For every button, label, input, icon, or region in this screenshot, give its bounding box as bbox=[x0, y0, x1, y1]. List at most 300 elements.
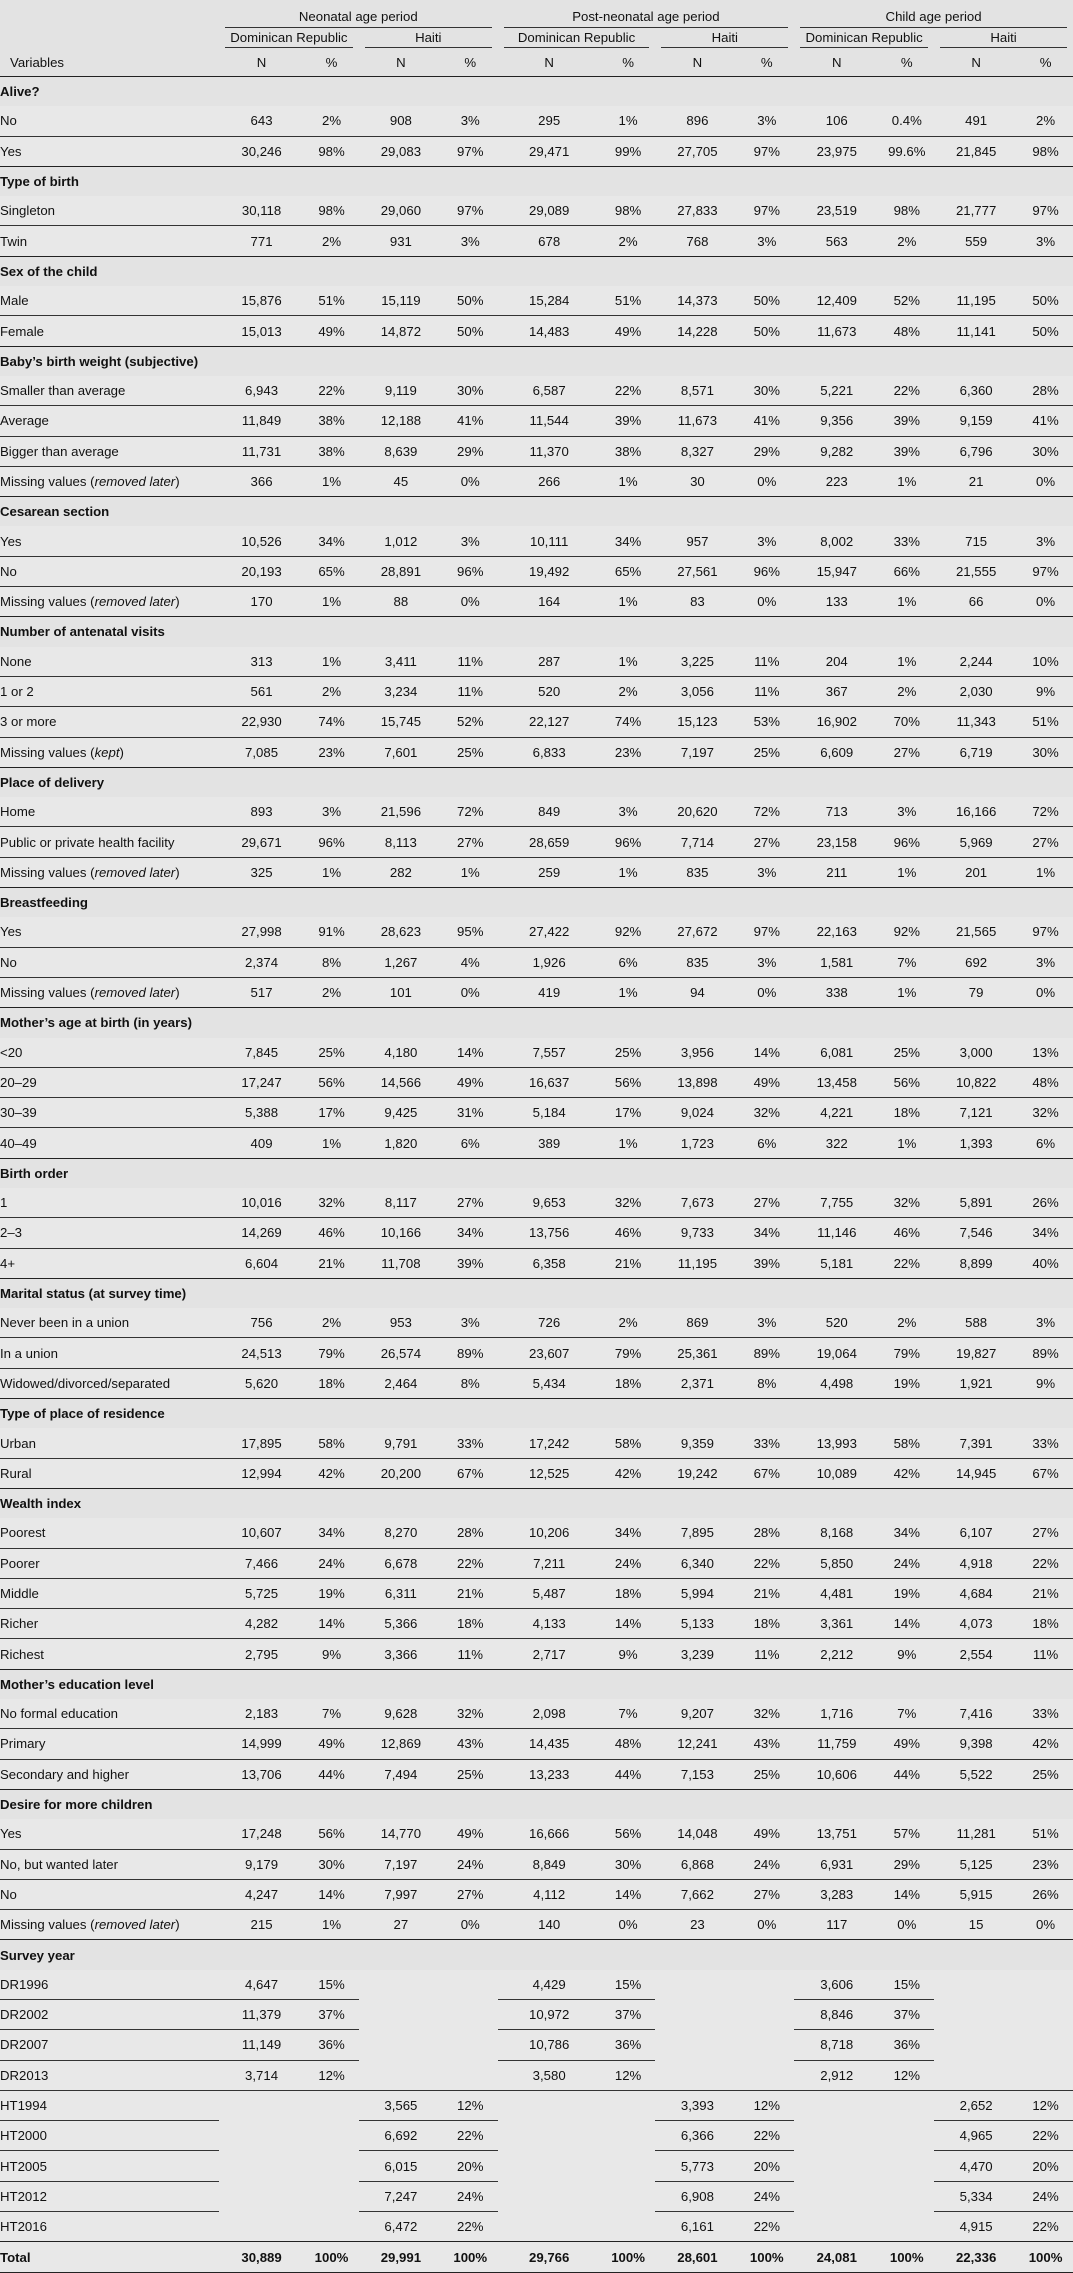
percent-cell: 38% bbox=[304, 406, 359, 436]
count-cell: 409 bbox=[219, 1128, 304, 1158]
count-cell: 282 bbox=[359, 857, 443, 887]
count-cell: 14,999 bbox=[219, 1729, 304, 1759]
count-cell: 7,416 bbox=[934, 1699, 1018, 1729]
count-cell: 4,498 bbox=[794, 1368, 879, 1398]
row-label-text: Rural bbox=[0, 1465, 32, 1481]
percent-cell bbox=[443, 2000, 498, 2030]
percent-cell: 11% bbox=[739, 647, 794, 677]
percent-cell: 2% bbox=[879, 676, 934, 706]
percent-cell: 9% bbox=[304, 1639, 359, 1669]
percent-cell: 34% bbox=[304, 526, 359, 556]
percent-cell: 97% bbox=[739, 196, 794, 226]
percent-cell bbox=[304, 2090, 359, 2120]
total-count-cell: 22,336 bbox=[934, 2242, 1018, 2272]
percent-cell: 36% bbox=[601, 2030, 656, 2060]
section-header-row bbox=[0, 1399, 1073, 1429]
count-cell: 1,820 bbox=[359, 1128, 443, 1158]
section-title: Number of antenatal visits bbox=[0, 617, 1073, 647]
table-row bbox=[0, 1609, 1073, 1639]
percent-cell: 17% bbox=[601, 1098, 656, 1128]
row-label bbox=[0, 2030, 219, 2060]
table-row bbox=[0, 676, 1073, 706]
count-cell: 4,180 bbox=[359, 1038, 443, 1068]
count-cell: 3,239 bbox=[655, 1639, 739, 1669]
percent-cell bbox=[739, 2060, 794, 2090]
percent-cell: 0% bbox=[1018, 977, 1073, 1007]
count-cell bbox=[498, 2090, 601, 2120]
count-cell: 295 bbox=[498, 106, 601, 136]
row-label-note: removed later bbox=[94, 864, 176, 880]
table-row bbox=[0, 2000, 1073, 2030]
count-cell: 11,141 bbox=[934, 316, 1018, 346]
count-cell: 287 bbox=[498, 647, 601, 677]
pct-column-header: % bbox=[601, 48, 656, 77]
percent-cell: 11% bbox=[739, 676, 794, 706]
row-label bbox=[0, 1128, 219, 1158]
percent-cell: 26% bbox=[1018, 1188, 1073, 1218]
count-cell: 164 bbox=[498, 587, 601, 617]
count-cell: 4,429 bbox=[498, 1970, 601, 2000]
count-cell: 29,060 bbox=[359, 196, 443, 226]
period-header-underline: Child age period bbox=[800, 9, 1067, 28]
row-label-text: 2–3 bbox=[0, 1225, 23, 1241]
count-cell: 11,379 bbox=[219, 2000, 304, 2030]
table-row bbox=[0, 136, 1073, 166]
percent-cell: 1% bbox=[443, 857, 498, 887]
percent-cell: 12% bbox=[601, 2060, 656, 2090]
count-cell: 7,494 bbox=[359, 1759, 443, 1789]
percent-cell bbox=[1018, 2030, 1073, 2060]
percent-cell: 79% bbox=[879, 1338, 934, 1368]
percent-cell: 0% bbox=[443, 587, 498, 617]
percent-cell bbox=[1018, 2060, 1073, 2090]
table-row bbox=[0, 857, 1073, 887]
percent-cell: 1% bbox=[601, 977, 656, 1007]
percent-cell: 27% bbox=[739, 827, 794, 857]
count-cell: 2,098 bbox=[498, 1699, 601, 1729]
percent-cell: 3% bbox=[1018, 226, 1073, 256]
percent-cell: 56% bbox=[879, 1067, 934, 1097]
table-row bbox=[0, 2121, 1073, 2151]
percent-cell: 72% bbox=[1018, 797, 1073, 827]
percent-cell: 4% bbox=[443, 947, 498, 977]
count-cell: 20,200 bbox=[359, 1458, 443, 1488]
percent-cell bbox=[879, 2151, 934, 2181]
count-cell: 11,281 bbox=[934, 1819, 1018, 1849]
count-cell: 768 bbox=[655, 226, 739, 256]
percent-cell: 49% bbox=[304, 316, 359, 346]
count-cell: 4,073 bbox=[934, 1609, 1018, 1639]
count-cell bbox=[359, 1970, 443, 2000]
count-cell: 29,089 bbox=[498, 196, 601, 226]
count-cell: 692 bbox=[934, 947, 1018, 977]
percent-cell: 72% bbox=[739, 797, 794, 827]
country-header bbox=[498, 28, 656, 48]
count-cell: 313 bbox=[219, 647, 304, 677]
period-header bbox=[794, 0, 1073, 28]
count-cell: 20,620 bbox=[655, 797, 739, 827]
percent-cell bbox=[443, 1970, 498, 2000]
total-percent-cell: 100% bbox=[601, 2242, 656, 2272]
count-cell: 1,393 bbox=[934, 1128, 1018, 1158]
table-row bbox=[0, 1128, 1073, 1158]
row-label bbox=[0, 707, 219, 737]
count-cell: 4,133 bbox=[498, 1609, 601, 1639]
percent-cell: 1% bbox=[1018, 857, 1073, 887]
count-cell bbox=[359, 2060, 443, 2090]
row-label bbox=[0, 1970, 219, 2000]
count-cell: 7,662 bbox=[655, 1879, 739, 1909]
count-cell: 10,972 bbox=[498, 2000, 601, 2030]
percent-cell: 0% bbox=[739, 466, 794, 496]
section-header-row bbox=[0, 1008, 1073, 1038]
count-cell bbox=[219, 2181, 304, 2211]
count-cell: 21 bbox=[934, 466, 1018, 496]
percent-cell: 74% bbox=[304, 707, 359, 737]
count-cell: 94 bbox=[655, 977, 739, 1007]
count-cell: 22,127 bbox=[498, 707, 601, 737]
percent-cell: 14% bbox=[879, 1609, 934, 1639]
row-label-text: DR1996 bbox=[0, 1976, 49, 1992]
count-cell: 211 bbox=[794, 857, 879, 887]
percent-cell: 20% bbox=[739, 2151, 794, 2181]
count-cell: 7,895 bbox=[655, 1518, 739, 1548]
count-cell: 2,717 bbox=[498, 1639, 601, 1669]
section-title: Cesarean section bbox=[0, 497, 1073, 527]
count-cell: 9,282 bbox=[794, 436, 879, 466]
percent-cell: 15% bbox=[304, 1970, 359, 2000]
count-cell bbox=[794, 2151, 879, 2181]
count-cell: 16,902 bbox=[794, 707, 879, 737]
count-cell: 9,733 bbox=[655, 1218, 739, 1248]
row-label-text: Missing values bbox=[0, 985, 87, 1001]
count-cell: 117 bbox=[794, 1910, 879, 1940]
percent-cell: 1% bbox=[601, 466, 656, 496]
percent-cell: 22% bbox=[739, 2212, 794, 2242]
count-cell: 21,596 bbox=[359, 797, 443, 827]
count-cell: 8,113 bbox=[359, 827, 443, 857]
count-cell: 7,153 bbox=[655, 1759, 739, 1789]
row-label-text: Singleton bbox=[0, 203, 55, 219]
percent-cell: 67% bbox=[443, 1458, 498, 1488]
row-label-text: 3 or more bbox=[0, 714, 57, 730]
count-cell: 520 bbox=[498, 676, 601, 706]
count-cell: 4,247 bbox=[219, 1879, 304, 1909]
count-cell: 15 bbox=[934, 1910, 1018, 1940]
count-cell: 204 bbox=[794, 647, 879, 677]
count-cell: 2,795 bbox=[219, 1639, 304, 1669]
percent-cell: 3% bbox=[1018, 1308, 1073, 1338]
count-cell: 23,975 bbox=[794, 136, 879, 166]
row-label bbox=[0, 2151, 219, 2181]
row-label-text: No bbox=[0, 1886, 17, 1902]
table-row bbox=[0, 1639, 1073, 1669]
count-cell: 3,580 bbox=[498, 2060, 601, 2090]
percent-cell: 1% bbox=[879, 857, 934, 887]
count-cell: 5,181 bbox=[794, 1248, 879, 1278]
count-cell: 19,064 bbox=[794, 1338, 879, 1368]
percent-cell: 15% bbox=[879, 1970, 934, 2000]
count-cell: 5,891 bbox=[934, 1188, 1018, 1218]
count-cell bbox=[359, 2000, 443, 2030]
percent-cell: 97% bbox=[1018, 556, 1073, 586]
total-row bbox=[0, 2242, 1073, 2272]
count-cell: 101 bbox=[359, 977, 443, 1007]
count-cell: 14,048 bbox=[655, 1819, 739, 1849]
percent-cell bbox=[1018, 1970, 1073, 2000]
row-label bbox=[0, 1188, 219, 1218]
count-cell: 13,233 bbox=[498, 1759, 601, 1789]
percent-cell bbox=[739, 1970, 794, 2000]
percent-cell bbox=[601, 2090, 656, 2120]
count-cell: 419 bbox=[498, 977, 601, 1007]
percent-cell: 2% bbox=[304, 106, 359, 136]
percent-cell: 25% bbox=[1018, 1759, 1073, 1789]
percent-cell: 0% bbox=[739, 587, 794, 617]
count-cell: 7,197 bbox=[359, 1849, 443, 1879]
count-cell: 45 bbox=[359, 466, 443, 496]
table-row bbox=[0, 1819, 1073, 1849]
percent-cell: 40% bbox=[1018, 1248, 1073, 1278]
row-label bbox=[0, 647, 219, 677]
count-cell: 9,628 bbox=[359, 1699, 443, 1729]
percent-cell: 7% bbox=[601, 1699, 656, 1729]
table-row bbox=[0, 2090, 1073, 2120]
percent-cell: 89% bbox=[1018, 1338, 1073, 1368]
count-cell: 2,183 bbox=[219, 1699, 304, 1729]
count-cell bbox=[498, 2181, 601, 2211]
percent-cell: 41% bbox=[443, 406, 498, 436]
table-row bbox=[0, 797, 1073, 827]
count-cell: 2,464 bbox=[359, 1368, 443, 1398]
section-title: Wealth index bbox=[0, 1488, 1073, 1518]
section-header-row bbox=[0, 617, 1073, 647]
count-cell bbox=[498, 2121, 601, 2151]
section-title: Desire for more children bbox=[0, 1789, 1073, 1819]
percent-cell: 27% bbox=[879, 737, 934, 767]
row-label bbox=[0, 406, 219, 436]
count-cell: 6,943 bbox=[219, 376, 304, 406]
count-cell: 13,706 bbox=[219, 1759, 304, 1789]
percent-cell: 11% bbox=[443, 647, 498, 677]
percent-cell: 8% bbox=[739, 1368, 794, 1398]
country-header-label: Dominican Republic bbox=[225, 28, 353, 48]
percent-cell: 17% bbox=[304, 1098, 359, 1128]
percent-cell: 27% bbox=[443, 827, 498, 857]
row-label bbox=[0, 797, 219, 827]
percent-cell: 42% bbox=[879, 1458, 934, 1488]
count-cell: 9,398 bbox=[934, 1729, 1018, 1759]
count-cell: 4,915 bbox=[934, 2212, 1018, 2242]
count-cell bbox=[219, 2090, 304, 2120]
percent-cell: 1% bbox=[304, 1910, 359, 1940]
count-cell: 678 bbox=[498, 226, 601, 256]
percent-cell: 39% bbox=[879, 436, 934, 466]
row-label-text: Poorest bbox=[0, 1525, 46, 1541]
count-cell: 10,606 bbox=[794, 1759, 879, 1789]
count-cell: 1,012 bbox=[359, 526, 443, 556]
country-header bbox=[794, 28, 934, 48]
percent-cell: 23% bbox=[601, 737, 656, 767]
row-label bbox=[0, 1578, 219, 1608]
count-cell: 12,241 bbox=[655, 1729, 739, 1759]
n-column-header: N bbox=[498, 48, 601, 77]
percent-cell bbox=[601, 2181, 656, 2211]
percent-cell: 50% bbox=[1018, 316, 1073, 346]
table-row bbox=[0, 196, 1073, 226]
row-label bbox=[0, 2212, 219, 2242]
table-row bbox=[0, 2151, 1073, 2181]
percent-cell: 25% bbox=[601, 1038, 656, 1068]
percent-cell bbox=[739, 2000, 794, 2030]
row-label-text: Urban bbox=[0, 1435, 36, 1451]
count-cell: 27,672 bbox=[655, 917, 739, 947]
table-row bbox=[0, 1338, 1073, 1368]
row-label-text: Secondary and higher bbox=[0, 1766, 130, 1782]
count-cell: 259 bbox=[498, 857, 601, 887]
percent-cell: 72% bbox=[443, 797, 498, 827]
section-header-row bbox=[0, 767, 1073, 797]
row-label bbox=[0, 2090, 219, 2120]
percent-cell: 98% bbox=[601, 196, 656, 226]
count-cell: 11,731 bbox=[219, 436, 304, 466]
percent-cell: 22% bbox=[879, 376, 934, 406]
percent-cell: 14% bbox=[443, 1038, 498, 1068]
count-cell: 11,195 bbox=[655, 1248, 739, 1278]
count-cell: 5,388 bbox=[219, 1098, 304, 1128]
table-row bbox=[0, 1308, 1073, 1338]
count-cell: 3,234 bbox=[359, 676, 443, 706]
row-label-text: Bigger than average bbox=[0, 443, 119, 459]
percent-cell: 1% bbox=[304, 647, 359, 677]
percent-cell: 21% bbox=[304, 1248, 359, 1278]
count-cell: 7,557 bbox=[498, 1038, 601, 1068]
section-header-row bbox=[0, 1278, 1073, 1308]
count-cell bbox=[934, 2030, 1018, 2060]
count-cell: 366 bbox=[219, 466, 304, 496]
count-cell: 896 bbox=[655, 106, 739, 136]
count-cell: 3,956 bbox=[655, 1038, 739, 1068]
count-cell: 7,546 bbox=[934, 1218, 1018, 1248]
percent-cell: 43% bbox=[739, 1729, 794, 1759]
count-cell: 893 bbox=[219, 797, 304, 827]
count-cell: 16,166 bbox=[934, 797, 1018, 827]
percent-cell: 96% bbox=[443, 556, 498, 586]
percent-cell: 44% bbox=[601, 1759, 656, 1789]
percent-cell: 58% bbox=[879, 1428, 934, 1458]
count-cell: 5,133 bbox=[655, 1609, 739, 1639]
count-cell: 14,373 bbox=[655, 286, 739, 316]
percent-cell: 9% bbox=[879, 1639, 934, 1669]
row-label-note: removed later bbox=[94, 1917, 176, 1933]
percent-cell: 51% bbox=[601, 286, 656, 316]
count-cell: 8,846 bbox=[794, 2000, 879, 2030]
count-cell: 6,868 bbox=[655, 1849, 739, 1879]
count-cell: 7,845 bbox=[219, 1038, 304, 1068]
count-cell: 6,340 bbox=[655, 1548, 739, 1578]
row-label-text: DR2007 bbox=[0, 2037, 49, 2053]
count-cell: 908 bbox=[359, 106, 443, 136]
percent-cell: 98% bbox=[1018, 136, 1073, 166]
percent-cell: 34% bbox=[1018, 1218, 1073, 1248]
percent-cell: 96% bbox=[304, 827, 359, 857]
count-cell: 7,391 bbox=[934, 1428, 1018, 1458]
count-cell: 14,269 bbox=[219, 1218, 304, 1248]
count-cell: 3,056 bbox=[655, 676, 739, 706]
count-cell bbox=[794, 2181, 879, 2211]
row-label-text: 40–49 bbox=[0, 1135, 37, 1151]
percent-cell: 1% bbox=[879, 647, 934, 677]
row-label-text: HT2000 bbox=[0, 2128, 47, 2144]
count-cell: 7,601 bbox=[359, 737, 443, 767]
count-cell: 79 bbox=[934, 977, 1018, 1007]
row-label bbox=[0, 1699, 219, 1729]
row-label bbox=[0, 106, 219, 136]
percent-cell: 49% bbox=[879, 1729, 934, 1759]
percent-cell: 14% bbox=[304, 1609, 359, 1639]
count-cell: 2,371 bbox=[655, 1368, 739, 1398]
count-cell: 6,311 bbox=[359, 1578, 443, 1608]
percent-cell: 3% bbox=[739, 1308, 794, 1338]
row-label-note: removed later bbox=[94, 474, 176, 489]
row-label bbox=[0, 226, 219, 256]
count-cell: 6,719 bbox=[934, 737, 1018, 767]
percent-cell: 2% bbox=[601, 1308, 656, 1338]
percent-cell bbox=[601, 2212, 656, 2242]
count-cell: 9,653 bbox=[498, 1188, 601, 1218]
percent-cell: 29% bbox=[739, 436, 794, 466]
row-label bbox=[0, 1849, 219, 1879]
section-title: Place of delivery bbox=[0, 767, 1073, 797]
percent-cell: 23% bbox=[1018, 1849, 1073, 1879]
percent-cell: 2% bbox=[304, 676, 359, 706]
count-cell: 9,159 bbox=[934, 406, 1018, 436]
count-cell: 3,714 bbox=[219, 2060, 304, 2090]
percent-cell: 3% bbox=[739, 106, 794, 136]
percent-cell: 3% bbox=[739, 947, 794, 977]
percent-cell bbox=[443, 2030, 498, 2060]
percent-cell: 44% bbox=[879, 1759, 934, 1789]
count-cell: 5,620 bbox=[219, 1368, 304, 1398]
table-row bbox=[0, 977, 1073, 1007]
percent-cell: 18% bbox=[601, 1578, 656, 1608]
count-cell: 8,849 bbox=[498, 1849, 601, 1879]
percent-cell: 11% bbox=[443, 1639, 498, 1669]
percent-cell: 24% bbox=[601, 1548, 656, 1578]
percent-cell: 0% bbox=[443, 977, 498, 1007]
percent-cell: 19% bbox=[879, 1368, 934, 1398]
count-cell: 15,123 bbox=[655, 707, 739, 737]
percent-cell: 44% bbox=[304, 1759, 359, 1789]
percent-cell: 1% bbox=[879, 466, 934, 496]
percent-cell: 32% bbox=[601, 1188, 656, 1218]
percent-cell: 22% bbox=[304, 376, 359, 406]
count-cell: 13,458 bbox=[794, 1067, 879, 1097]
row-label-text: Missing values bbox=[0, 474, 87, 489]
count-cell: 14,483 bbox=[498, 316, 601, 346]
count-cell: 835 bbox=[655, 947, 739, 977]
percent-cell: 97% bbox=[739, 136, 794, 166]
row-label-text: HT2012 bbox=[0, 2188, 47, 2204]
row-label-text: Richest bbox=[0, 1646, 44, 1662]
country-header-label: Haiti bbox=[661, 28, 788, 48]
count-cell: 266 bbox=[498, 466, 601, 496]
percent-cell: 33% bbox=[739, 1428, 794, 1458]
count-cell: 21,565 bbox=[934, 917, 1018, 947]
row-label bbox=[0, 917, 219, 947]
count-cell: 9,024 bbox=[655, 1098, 739, 1128]
percent-cell: 3% bbox=[443, 1308, 498, 1338]
